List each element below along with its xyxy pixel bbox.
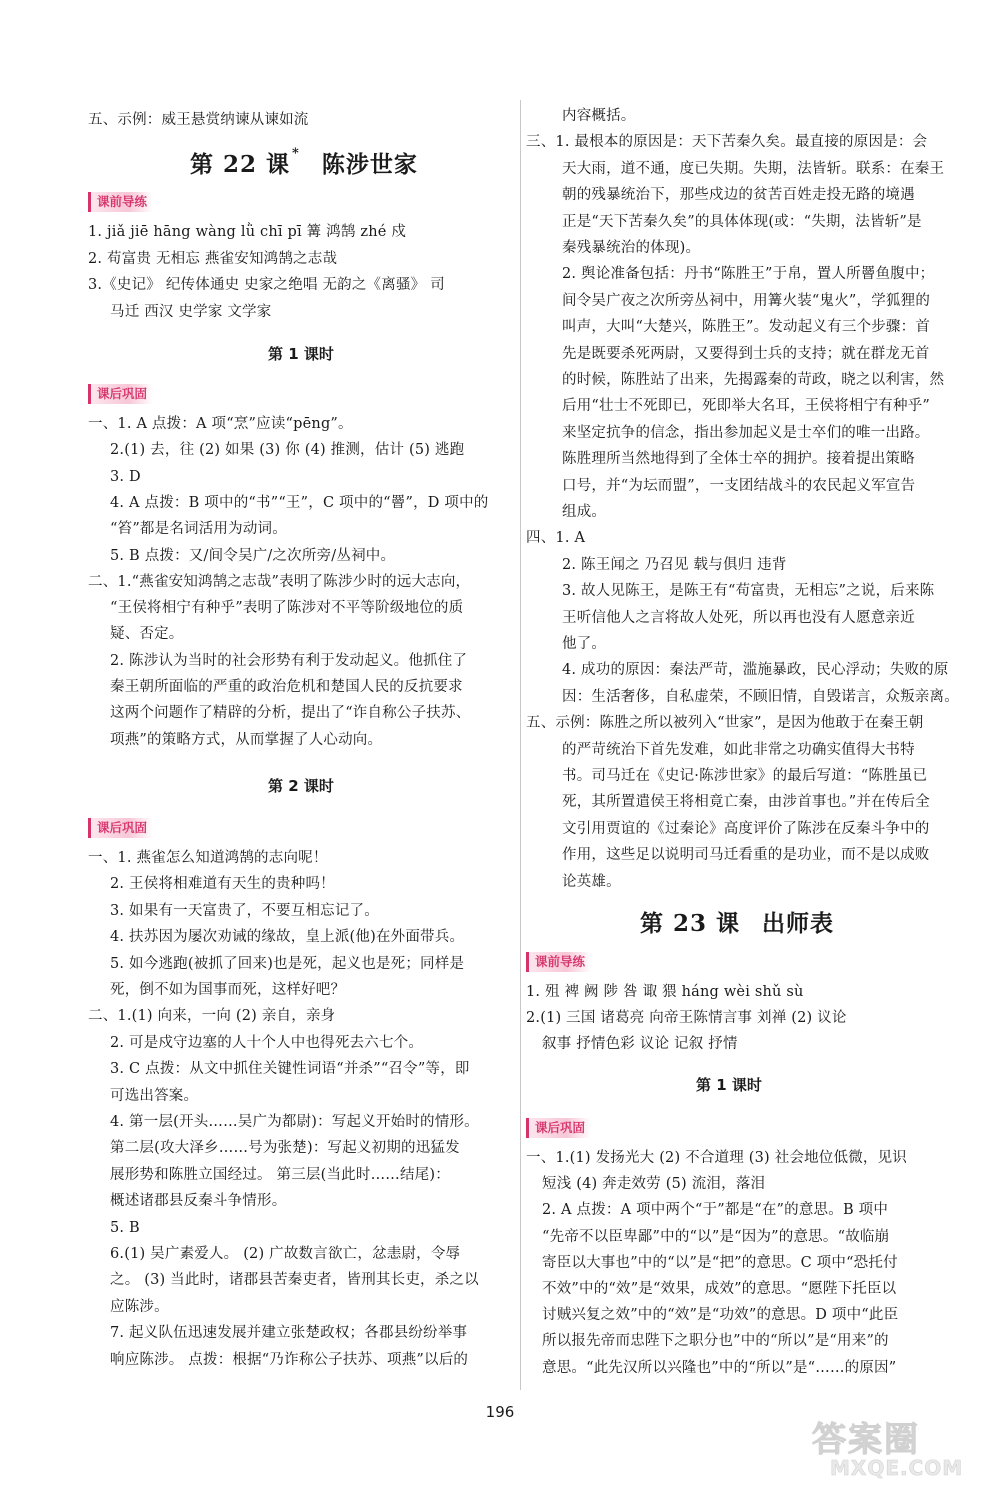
text-line: 一、1. 燕雀怎么知道鸿鹄的志向呢！ (88, 850, 328, 866)
lesson-number: 第 23 课 (640, 910, 741, 937)
text-line: 他了。 (562, 636, 607, 652)
text-line: 6.(1) 吴广素爱人。 (2) 广故数言欲亡，忿恚尉，令辱 (110, 1246, 461, 1262)
lesson-name: 陈涉世家 (321, 151, 418, 178)
text-line: 寄臣以大事也”中的“以”是“把”的意思。C 项中“恐托付 (542, 1254, 898, 1271)
top-answer-line: 五、示例：威王悬赏纳谏从谏如流 (88, 112, 309, 128)
text-line: 展形势和陈胜立国经过。 第三层(当此时……结尾)： (110, 1166, 450, 1183)
text-line: 马迁 西汉 史学家 文学家 (110, 303, 272, 320)
text-line: 王听信他人之言将故人处死，所以再也没有人愿意亲近 (562, 609, 915, 626)
text-line: 来坚定抗争的信念，指出参加起义是士卒们的唯一出路。 (562, 424, 930, 441)
text-line: 朝的残暴统治下，那些戍边的贫苦百姓走投无路的境遇 (562, 187, 915, 204)
text-line: 因：生活奢侈，自私虚荣，不顾旧情，自毁诺言，众叛亲离。 (562, 688, 959, 705)
text-line: 2. 可是戍守边塞的人十个人中也得死去六七个。 (110, 1034, 424, 1051)
text-line: 1. 殂 裨 阙 陟 咎 诹 猥 háng wèi shǔ sù (526, 984, 804, 1000)
text-line: 2. A 点拨：A 项中两个“于”都是“在”的意思。B 项中 (542, 1202, 889, 1219)
text-line: 第二层(攻大泽乡……号为张楚)：写起义初期的迅猛发 (110, 1140, 460, 1157)
text-line: “王侯将相宁有种乎”表明了陈涉对不平等阶级地位的质 (110, 600, 464, 617)
text-line: 秦残暴统治的体现)。 (562, 240, 701, 256)
text-line: 作用，这些足以说明司马迁看重的是功业，而不是以成败 (562, 847, 930, 864)
text-line: 的时候，陈胜站了出来，先揭露秦的苛政，晓之以利害，然 (562, 372, 945, 388)
section-badge-post: 课后巩固 (88, 818, 153, 838)
text-line: 1. jiǎ jiē hāng wàng lǜ chī pī 篝 鸿鹄 zhé 戍 (88, 224, 407, 240)
text-line: 2. 陈涉认为当时的社会形势有利于发动起义。他抓住了 (110, 652, 468, 669)
text-line: 所以报先帝而忠陛下之职分也”中的“所以”是“用来”的 (542, 1333, 889, 1350)
section-badge-pre: 课前导练 (526, 952, 591, 972)
section-badge-post: 课后巩固 (88, 384, 153, 404)
text-line: 天大雨，道不通，度已失期。失期，法皆斩。联系：在秦王 (562, 160, 945, 177)
text-line: 4. 扶苏因为屡次劝诫的缘故，皇上派(他)在外面带兵。 (110, 929, 465, 946)
text-line: 叙事 抒情色彩 议论 记叙 抒情 (542, 1036, 738, 1052)
text-line: 五、示例：陈胜之所以被列入“世家”，是因为他敢于在秦王朝 (526, 715, 924, 732)
text-line: 论英雄。 (562, 873, 621, 890)
text-line: 2.(1) 去，往 (2) 如果 (3) 你 (4) 推测，估计 (5) 逃跑 (110, 442, 465, 459)
text-line: 死，倒不如为国事而死，这样好吧？ (110, 982, 346, 998)
text-line: 内容概括。 (562, 108, 636, 124)
text-line: 一、1. A 点拨：A 项“烹”应读“pēng”。 (88, 416, 353, 432)
period-title: 第 1 课时 (696, 1076, 762, 1094)
text-line: 这两个问题作了精辟的分析，提出了“诈自称公子扶苏、 (110, 705, 471, 722)
optional-star: * (292, 146, 300, 161)
text-line: 4. A 点拨：B 项中的“书”“王”，C 项中的“罾”，D 项中的 (110, 494, 489, 511)
section-badge-post: 课后巩固 (526, 1118, 591, 1138)
text-line: 3. 故人见陈王，是陈王有“苟富贵，无相忘”之说，后来陈 (562, 583, 935, 600)
text-line: “先帝不以臣卑鄙”中的“以”是“因为”的意思。“故临崩 (542, 1228, 890, 1245)
text-line: 先是既要杀死两尉，又要得到士兵的支持；就在群龙无首 (562, 345, 930, 362)
text-line: 应陈涉。 (110, 1298, 169, 1315)
text-line: 3. C 点拨：从文中抓住关键性词语“并杀”“召令”等，即 (110, 1061, 470, 1078)
column-divider (520, 100, 521, 1390)
text-line: 响应陈涉。 点拨：根据“乃诈称公子扶苏、项燕”以后的 (110, 1351, 469, 1368)
text-line: 2. 苟富贵 无相忘 燕雀安知鸿鹄之志哉 (88, 250, 338, 267)
text-line: 疑、否定。 (110, 626, 184, 643)
text-line: 陈胜理所当然地得到了全体士卒的拥护。接着提出策略 (562, 451, 915, 468)
text-line: 文引用贾谊的《过秦论》高度评价了陈涉在反秦斗争中的 (562, 820, 930, 837)
text-line: 二、1.(1) 向来，一向 (2) 亲自，亲身 (88, 1008, 336, 1025)
watermark-logo-text: 答案圈 (812, 1420, 920, 1460)
text-line: 组成。 (562, 504, 607, 520)
text-line: 的严苛统治下首先发难，如此非常之功确实值得大书特 (562, 741, 915, 758)
text-line: 之。 (3) 当此时，诸郡县苦秦吏者，皆刑其长吏，杀之以 (110, 1272, 479, 1289)
lesson-name: 出师表 (762, 910, 835, 937)
section-badge-pre: 课前导练 (88, 192, 153, 212)
text-line: 死，其所置遣侯王将相竟亡秦，由涉首事也。”并在传后全 (562, 794, 930, 811)
text-line: “笞”都是名词活用为动词。 (110, 521, 287, 538)
text-line: 二、1.“燕雀安知鸿鹄之志哉”表明了陈涉少时的远大志向， (88, 573, 471, 590)
text-line: 书。司马迁在《史记·陈涉世家》的最后写道：“陈胜虽已 (562, 768, 928, 784)
text-line: 口号，并“为坛而盟”，一支团结战斗的农民起义军宣告 (562, 477, 916, 494)
text-line: 讨贼兴复之效”中的“效”是“功效”的意思。D 项中“此臣 (542, 1307, 899, 1324)
text-line: 4. 第一层(开头……吴广为都尉)：写起义开始时的情形。 (110, 1114, 479, 1130)
text-line: 叫声，大叫“大楚兴，陈胜王”。发动起义有三个步骤：首 (562, 319, 931, 336)
lesson-23-title (640, 905, 834, 938)
text-line: 意思。“此先汉所以兴隆也”中的“所以”是“……的原因” (542, 1359, 897, 1376)
text-line: 5. B (110, 1219, 140, 1236)
lesson-number: 第 22 课 (190, 151, 291, 178)
text-line: 5. B 点拨：又/间令吴广/之次所旁/丛祠中。 (110, 547, 396, 564)
lesson-22-title (190, 146, 418, 179)
text-line: 短浅 (4) 奔走效劳 (5) 流泪，落泪 (542, 1176, 766, 1193)
text-line: 2. 陈王闻之 乃召见 载与俱归 违背 (562, 556, 787, 573)
text-line: 正是“天下苦秦久矣”的具体体现(或：“失期，法皆斩”是 (562, 213, 922, 230)
text-line: 5. 如今逃跑(被抓了回来)也是死，起义也是死；同样是 (110, 955, 465, 972)
text-line: 后用“壮士不死即已，死即举大名耳，王侯将相宁有种乎” (562, 398, 931, 415)
text-line: 间令吴广夜之次所旁丛祠中，用篝火装“鬼火”，学狐狸的 (562, 292, 931, 309)
text-line: 4. 成功的原因：秦法严苛，滥施暴政，民心浮动；失败的原 (562, 662, 949, 679)
period-title: 第 2 课时 (268, 777, 334, 795)
text-line: 一、1.(1) 发扬光大 (2) 不合道理 (3) 社会地位低微，见识 (526, 1150, 907, 1166)
text-line: 3.《史记》 纪传体通史 史家之绝唱 无韵之《离骚》 司 (88, 277, 445, 293)
watermark-logo (812, 1412, 982, 1482)
text-line: 不效”中的“效”是“效果，成效”的意思。“愿陛下托臣以 (542, 1281, 897, 1297)
page-number: 196 (485, 1403, 515, 1421)
watermark-url: MXQE.COM (830, 1456, 964, 1480)
text-line: 三、1. 最根本的原因是：天下苦秦久矣。最直接的原因是：会 (526, 134, 928, 151)
text-line: 3. 如果有一天富贵了，不要互相忘记了。 (110, 902, 379, 919)
text-line: 2.(1) 三国 诸葛亮 向帝王陈情言事 刘禅 (2) 议论 (526, 1010, 847, 1026)
text-line: 概述诸郡县反秦斗争情形。 (110, 1193, 287, 1210)
text-line: 四、1. A (526, 530, 586, 547)
text-line: 7. 起义队伍迅速发展并建立张楚政权；各郡县纷纷举事 (110, 1325, 468, 1342)
text-line: 秦王朝所面临的严重的政治危机和楚国人民的反抗要求 (110, 679, 463, 695)
period-title: 第 1 课时 (268, 345, 334, 363)
text-line: 项燕”的策略方式，从而掌握了人心动向。 (110, 731, 383, 748)
text-line: 可选出答案。 (110, 1087, 199, 1104)
text-line: 2. 舆论准备包括：丹书“陈胜王”于帛，置人所罾鱼腹中； (562, 266, 935, 283)
text-line: 2. 王侯将相难道有天生的贵种吗！ (110, 876, 335, 893)
text-line: 3. D (110, 468, 141, 485)
